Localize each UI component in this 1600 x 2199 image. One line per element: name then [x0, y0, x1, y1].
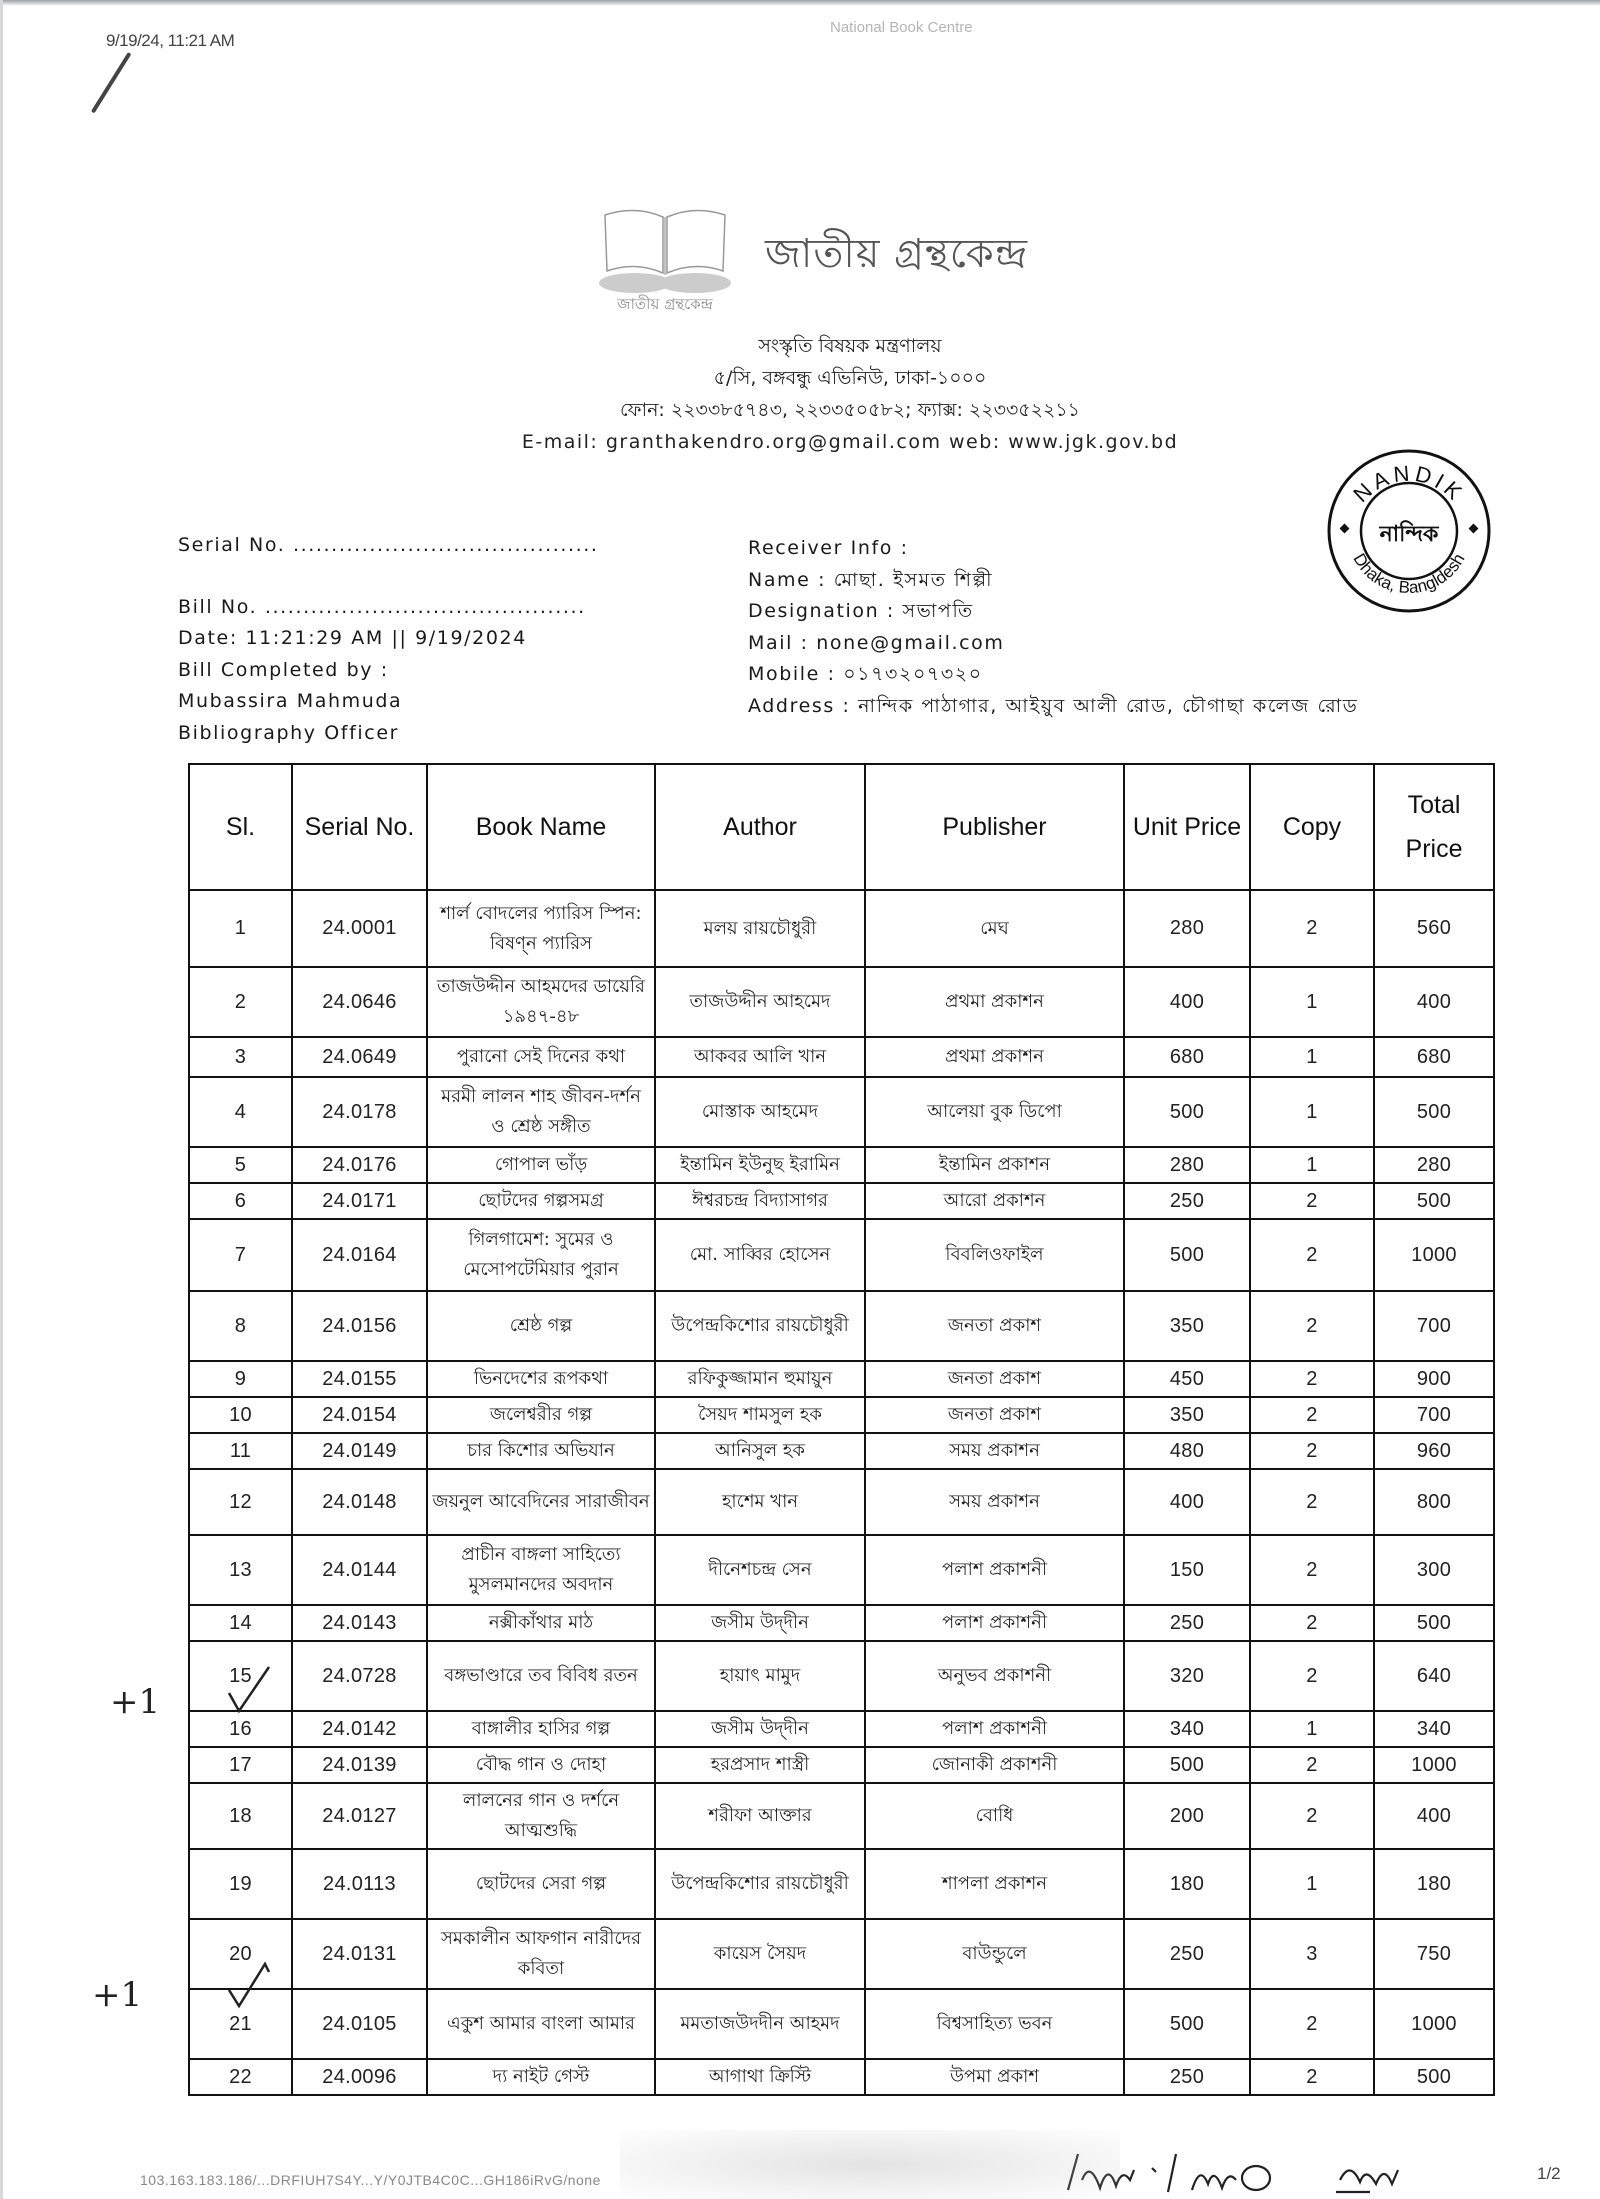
cell-publisher: বিশ্বসাহিত্য ভবন [865, 1989, 1124, 2059]
cell-copy: 2 [1250, 2059, 1374, 2095]
table-row [189, 1037, 1494, 1077]
cell-total-price: 750 [1374, 1919, 1494, 1989]
cell-copy: 1 [1250, 1147, 1374, 1183]
bill-table [188, 763, 1495, 2096]
bill-table-wrapper [188, 763, 1463, 2096]
page-number: 1/2 [1537, 2164, 1561, 2183]
cell-book-name: তাজউদ্দীন আহমদের ডায়েরি ১৯৪৭-৪৮ [427, 967, 655, 1037]
cell-copy: 2 [1250, 1989, 1374, 2059]
cell-author: উপেন্দ্রকিশোর রায়চৌধুরী [655, 1849, 865, 1919]
cell-serial-no: 24.0143 [292, 1605, 427, 1641]
cell-unit-price: 400 [1124, 967, 1250, 1037]
book-logo-icon [585, 195, 745, 315]
cell-copy: 2 [1250, 1183, 1374, 1219]
cell-publisher: অনুভব প্রকাশনী [865, 1641, 1124, 1711]
scan-shadow [620, 2130, 1120, 2199]
cell-total-price: 400 [1374, 1783, 1494, 1849]
stamp-center-text: নান্দিক [1379, 522, 1439, 547]
table-row [189, 1605, 1494, 1641]
cell-publisher: মেঘ [865, 890, 1124, 967]
cell-author: জসীম উদ্‌দীন [655, 1605, 865, 1641]
org-phone-fax: ফোন: ২২৩৩৮৫৭৪৩, ২২৩৩৫০৫৮২; ফ্যাক্স: ২২৩৩৫২২১১ [619, 399, 1081, 421]
cell-book-name: পুরানো সেই দিনের কথা [427, 1037, 655, 1077]
header-unit-price: Unit Price [1124, 764, 1250, 890]
cell-serial-no: 24.0139 [292, 1747, 427, 1783]
check-mark-icon [225, 1665, 273, 1715]
cell-sl: 17 [189, 1747, 292, 1783]
cell-book-name: বাঙ্গালীর হাসির গল্প [427, 1711, 655, 1747]
cell-author: আগাথা ক্রিস্টি [655, 2059, 865, 2095]
letterhead-details [400, 330, 1300, 458]
cell-unit-price: 280 [1124, 1147, 1250, 1183]
cell-author: মমতাজউদদীন আহমদ [655, 1989, 865, 2059]
receiver-address: Address : নান্দিক পাঠাগার, আইয়ুব আলী রোড, চৌগাছা কলেজ রোড [748, 694, 1359, 717]
table-row [189, 1077, 1494, 1147]
bill-date: Date: 11:21:29 AM || 9/19/2024 [178, 627, 527, 649]
cell-total-price: 680 [1374, 1037, 1494, 1077]
cell-publisher: উপমা প্রকাশ [865, 2059, 1124, 2095]
cell-copy: 3 [1250, 1919, 1374, 1989]
cell-serial-no: 24.0131 [292, 1919, 427, 1989]
cell-serial-no: 24.0149 [292, 1433, 427, 1469]
cell-sl: 16 [189, 1711, 292, 1747]
cell-serial-no: 24.0164 [292, 1219, 427, 1291]
cell-publisher: আরো প্রকাশন [865, 1183, 1124, 1219]
cell-author: কায়েস সৈয়দ [655, 1919, 865, 1989]
cell-author: মো. সাব্বির হোসেন [655, 1219, 865, 1291]
completed-by-label: Bill Completed by : [178, 658, 389, 681]
cell-sl: 22 [189, 2059, 292, 2095]
cell-sl: 6 [189, 1183, 292, 1219]
cell-copy: 1 [1250, 1849, 1374, 1919]
cell-total-price: 700 [1374, 1291, 1494, 1361]
table-row [189, 1783, 1494, 1849]
cell-sl: 15 [189, 1641, 292, 1711]
cell-sl: 4 [189, 1077, 292, 1147]
cell-book-name: লালনের গান ও দর্শনে আত্মশুদ্ধি [427, 1783, 655, 1849]
cell-book-name: ছোটদের গল্পসমগ্র [427, 1183, 655, 1219]
cell-unit-price: 250 [1124, 1605, 1250, 1641]
scan-edge-left [0, 0, 3, 2199]
cell-serial-no: 24.0176 [292, 1147, 427, 1183]
receiver-mobile: Mobile : ০১৭৩২০৭৩২০ [748, 663, 983, 685]
serial-no: Serial No. ........................................ [178, 534, 599, 556]
org-email-web: E-mail: granthakendro.org@gmail.com web: www.jgk.gov.bd [521, 431, 1179, 453]
svg-text:Dhaka, Bangldesh [1349, 550, 1468, 597]
cell-book-name: বঙ্গভাণ্ডারে তব বিবিধ রতন [427, 1641, 655, 1711]
cell-sl: 9 [189, 1361, 292, 1397]
header-publisher: Publisher [865, 764, 1124, 890]
cell-publisher: প্রথমা প্রকাশন [865, 1037, 1124, 1077]
footer-url: 103.163.183.186/...DRFIUH7S4Y...Y/Y0JTB4C0C...GH186iRvG/none [140, 2172, 601, 2188]
table-body [189, 890, 1494, 2095]
cell-copy: 2 [1250, 1469, 1374, 1535]
cell-copy: 2 [1250, 1291, 1374, 1361]
cell-copy: 2 [1250, 1641, 1374, 1711]
margin-note: +1 [92, 1975, 143, 2015]
cell-author: রফিকুজ্জামান হুমায়ুন [655, 1361, 865, 1397]
receiver-heading: Receiver Info : [748, 537, 909, 559]
completed-by-name: Mubassira Mahmuda [178, 690, 403, 712]
table-row [189, 1747, 1494, 1783]
cell-book-name: চার কিশোর অভিযান [427, 1433, 655, 1469]
cell-serial-no: 24.0155 [292, 1361, 427, 1397]
print-datetime: 9/19/24, 11:21 AM [106, 31, 235, 50]
cell-book-name: গোপাল ভাঁড় [427, 1147, 655, 1183]
cell-book-name: প্রাচীন বাঙ্গলা সাহিত্যে মুসলমানদের অবদান [427, 1535, 655, 1605]
cell-unit-price: 500 [1124, 1219, 1250, 1291]
cell-unit-price: 250 [1124, 2059, 1250, 2095]
table-row [189, 967, 1494, 1037]
cell-total-price: 1000 [1374, 1219, 1494, 1291]
cell-copy: 2 [1250, 1605, 1374, 1641]
cell-publisher: জনতা প্রকাশ [865, 1361, 1124, 1397]
cell-publisher: জোনাকী প্রকাশনী [865, 1747, 1124, 1783]
cell-author: উপেন্দ্রকিশোর রায়চৌধুরী [655, 1291, 865, 1361]
cell-author: মলয় রায়চৌধুরী [655, 890, 865, 967]
cell-total-price: 300 [1374, 1535, 1494, 1605]
cell-sl: 1 [189, 890, 292, 967]
cell-book-name: শ্রেষ্ঠ গল্প [427, 1291, 655, 1361]
cell-publisher: ইন্তামিন প্রকাশন [865, 1147, 1124, 1183]
cell-sl: 18 [189, 1783, 292, 1849]
table-row [189, 1919, 1494, 1989]
cell-author: আকবর আলি খান [655, 1037, 865, 1077]
cell-unit-price: 180 [1124, 1849, 1250, 1919]
table-row [189, 1535, 1494, 1605]
cell-publisher: প্রথমা প্রকাশন [865, 967, 1124, 1037]
cell-serial-no: 24.0649 [292, 1037, 427, 1077]
cell-author: মোস্তাক আহমেদ [655, 1077, 865, 1147]
cell-publisher: জনতা প্রকাশ [865, 1291, 1124, 1361]
cell-total-price: 800 [1374, 1469, 1494, 1535]
cell-sl: 12 [189, 1469, 292, 1535]
cell-total-price: 340 [1374, 1711, 1494, 1747]
cell-copy: 2 [1250, 1535, 1374, 1605]
cell-total-price: 960 [1374, 1433, 1494, 1469]
table-row [189, 1147, 1494, 1183]
cell-copy: 2 [1250, 1219, 1374, 1291]
cell-unit-price: 320 [1124, 1641, 1250, 1711]
cell-unit-price: 680 [1124, 1037, 1250, 1077]
cell-author: দীনেশচন্দ্র সেন [655, 1535, 865, 1605]
cell-total-price: 400 [1374, 967, 1494, 1037]
handwritten-signature [1060, 2150, 1500, 2195]
table-row [189, 1849, 1494, 1919]
cell-publisher: আলেয়া বুক ডিপো [865, 1077, 1124, 1147]
table-row [189, 890, 1494, 967]
cell-total-price: 1000 [1374, 1989, 1494, 2059]
cell-unit-price: 280 [1124, 890, 1250, 967]
cell-serial-no: 24.0171 [292, 1183, 427, 1219]
cell-publisher: পলাশ প্রকাশনী [865, 1711, 1124, 1747]
cell-author: হায়াৎ মামুদ [655, 1641, 865, 1711]
cell-sl: 21 [189, 1989, 292, 2059]
cell-publisher: বোধি [865, 1783, 1124, 1849]
cell-copy: 2 [1250, 1783, 1374, 1849]
cell-unit-price: 150 [1124, 1535, 1250, 1605]
cell-serial-no: 24.0646 [292, 967, 427, 1037]
cell-total-price: 280 [1374, 1147, 1494, 1183]
cell-book-name: ছোটদের সেরা গল্প [427, 1849, 655, 1919]
cell-serial-no: 24.0113 [292, 1849, 427, 1919]
cell-book-name: সমকালীন আফগান নারীদের কবিতা [427, 1919, 655, 1989]
cell-copy: 1 [1250, 1037, 1374, 1077]
table-row [189, 1183, 1494, 1219]
stamp-top-text: NANDIK [1348, 460, 1470, 508]
cell-unit-price: 350 [1124, 1397, 1250, 1433]
header-total-price: Total Price [1374, 764, 1494, 890]
pen-mark [91, 52, 131, 113]
cell-total-price: 500 [1374, 1183, 1494, 1219]
cell-total-price: 560 [1374, 890, 1494, 967]
cell-copy: 2 [1250, 1361, 1374, 1397]
cell-unit-price: 500 [1124, 1989, 1250, 2059]
table-row [189, 1989, 1494, 2059]
check-mark-icon [225, 1960, 273, 2010]
cell-serial-no: 24.0154 [292, 1397, 427, 1433]
cell-author: হাশেম খান [655, 1469, 865, 1535]
cell-sl: 14 [189, 1605, 292, 1641]
cell-author: শরীফা আক্তার [655, 1783, 865, 1849]
print-page-title: National Book Centre [830, 19, 973, 36]
table-header-row [189, 764, 1494, 890]
cell-copy: 2 [1250, 1747, 1374, 1783]
cell-serial-no: 24.0178 [292, 1077, 427, 1147]
cell-sl: 20 [189, 1919, 292, 1989]
header-copy: Copy [1250, 764, 1374, 890]
table-row [189, 2059, 1494, 2095]
table-row [189, 1641, 1494, 1711]
cell-publisher: বিবলিওফাইল [865, 1219, 1124, 1291]
cell-sl: 3 [189, 1037, 292, 1077]
bill-info [178, 530, 599, 749]
receiver-info [748, 533, 1358, 722]
cell-total-price: 500 [1374, 2059, 1494, 2095]
cell-serial-no: 24.0142 [292, 1711, 427, 1747]
cell-book-name: জলেশ্বরীর গল্প [427, 1397, 655, 1433]
cell-book-name: গিলগামেশ: সুমের ও মেসোপটেমিয়ার পুরান [427, 1219, 655, 1291]
cell-author: ঈশ্বরচন্দ্র বিদ্যাসাগর [655, 1183, 865, 1219]
cell-publisher: জনতা প্রকাশ [865, 1397, 1124, 1433]
cell-unit-price: 400 [1124, 1469, 1250, 1535]
cell-copy: 2 [1250, 890, 1374, 967]
cell-copy: 2 [1250, 1397, 1374, 1433]
cell-author: আনিসুল হক [655, 1433, 865, 1469]
cell-unit-price: 250 [1124, 1183, 1250, 1219]
cell-serial-no: 24.0105 [292, 1989, 427, 2059]
cell-sl: 19 [189, 1849, 292, 1919]
cell-publisher: সময় প্রকাশন [865, 1469, 1124, 1535]
cell-publisher: পলাশ প্রকাশনী [865, 1535, 1124, 1605]
cell-book-name: বৌদ্ধ গান ও দোহা [427, 1747, 655, 1783]
cell-sl: 8 [189, 1291, 292, 1361]
cell-publisher: সময় প্রকাশন [865, 1433, 1124, 1469]
cell-unit-price: 500 [1124, 1747, 1250, 1783]
cell-book-name: মরমী লালন শাহ জীবন-দর্শন ও শ্রেষ্ঠ সঙ্গীত [427, 1077, 655, 1147]
cell-author: হরপ্রসাদ শাস্ত্রী [655, 1747, 865, 1783]
cell-total-price: 640 [1374, 1641, 1494, 1711]
cell-publisher: পলাশ প্রকাশনী [865, 1605, 1124, 1641]
cell-unit-price: 350 [1124, 1291, 1250, 1361]
stamp-bottom-text: Dhaka, Bangldesh [1349, 550, 1469, 598]
ministry-name: সংস্কৃতি বিষয়ক মন্ত্রণালয় [758, 335, 942, 357]
receiver-mail: Mail : none@gmail.com [748, 631, 1005, 654]
cell-book-name: শার্ল বোদলের প্যারিস স্পিন: বিষণ্ন প্যারিস [427, 890, 655, 967]
bill-no: Bill No. .......................................... [178, 595, 586, 618]
cell-total-price: 1000 [1374, 1747, 1494, 1783]
cell-author: তাজউদ্দীন আহমেদ [655, 967, 865, 1037]
scan-edge [0, 0, 1600, 6]
table-row [189, 1361, 1494, 1397]
cell-serial-no: 24.0127 [292, 1783, 427, 1849]
org-name: জাতীয় গ্রন্থকেন্দ্র [765, 231, 1029, 277]
cell-copy: 1 [1250, 1711, 1374, 1747]
cell-unit-price: 500 [1124, 1077, 1250, 1147]
cell-sl: 2 [189, 967, 292, 1037]
completed-by-title: Bibliography Officer [178, 721, 400, 744]
cell-total-price: 900 [1374, 1361, 1494, 1397]
cell-serial-no: 24.0728 [292, 1641, 427, 1711]
cell-copy: 1 [1250, 967, 1374, 1037]
cell-total-price: 700 [1374, 1397, 1494, 1433]
header-sl: Sl. [189, 764, 292, 890]
org-address: ৫/সি, বঙ্গবন্ধু এভিনিউ, ঢাকা-১০০০ [713, 367, 987, 389]
cell-author: জসীম উদ্‌দীন [655, 1711, 865, 1747]
cell-sl: 5 [189, 1147, 292, 1183]
cell-total-price: 500 [1374, 1077, 1494, 1147]
cell-unit-price: 200 [1124, 1783, 1250, 1849]
header-book-name: Book Name [427, 764, 655, 890]
cell-unit-price: 450 [1124, 1361, 1250, 1397]
table-row [189, 1433, 1494, 1469]
cell-book-name: একুশ আমার বাংলা আমার [427, 1989, 655, 2059]
cell-publisher: শাপলা প্রকাশন [865, 1849, 1124, 1919]
logo-caption: জাতীয় গ্রন্থকেন্দ্র [617, 295, 713, 313]
receiver-name: Name : মোছা. ইসমত শিল্পী [748, 568, 994, 591]
cell-sl: 7 [189, 1219, 292, 1291]
svg-text:NANDIK [1348, 460, 1469, 507]
cell-author: সৈয়দ শামসুল হক [655, 1397, 865, 1433]
cell-sl: 13 [189, 1535, 292, 1605]
cell-copy: 2 [1250, 1433, 1374, 1469]
cell-author: ইন্তামিন ইউনুছ ইরামিন [655, 1147, 865, 1183]
table-row [189, 1291, 1494, 1361]
cell-sl: 10 [189, 1397, 292, 1433]
header-serial-no: Serial No. [292, 764, 427, 890]
cell-book-name: ভিনদেশের রূপকথা [427, 1361, 655, 1397]
cell-serial-no: 24.0148 [292, 1469, 427, 1535]
cell-book-name: জয়নুল আবেদিনের সারাজীবন [427, 1469, 655, 1535]
table-row [189, 1711, 1494, 1747]
table-row [189, 1219, 1494, 1291]
cell-book-name: নক্সীকাঁথার মাঠ [427, 1605, 655, 1641]
cell-unit-price: 480 [1124, 1433, 1250, 1469]
table-row [189, 1397, 1494, 1433]
cell-serial-no: 24.0096 [292, 2059, 427, 2095]
cell-serial-no: 24.0001 [292, 890, 427, 967]
cell-copy: 1 [1250, 1077, 1374, 1147]
cell-unit-price: 340 [1124, 1711, 1250, 1747]
cell-serial-no: 24.0156 [292, 1291, 427, 1361]
table-row [189, 1469, 1494, 1535]
cell-total-price: 500 [1374, 1605, 1494, 1641]
cell-publisher: বাউন্ডুলে [865, 1919, 1124, 1989]
cell-unit-price: 250 [1124, 1919, 1250, 1989]
cell-serial-no: 24.0144 [292, 1535, 427, 1605]
cell-total-price: 180 [1374, 1849, 1494, 1919]
header-author: Author [655, 764, 865, 890]
receiver-designation: Designation : সভাপতি [748, 600, 974, 622]
cell-book-name: দ্য নাইট গেস্ট [427, 2059, 655, 2095]
cell-sl: 11 [189, 1433, 292, 1469]
margin-note: +1 [110, 1682, 161, 1722]
